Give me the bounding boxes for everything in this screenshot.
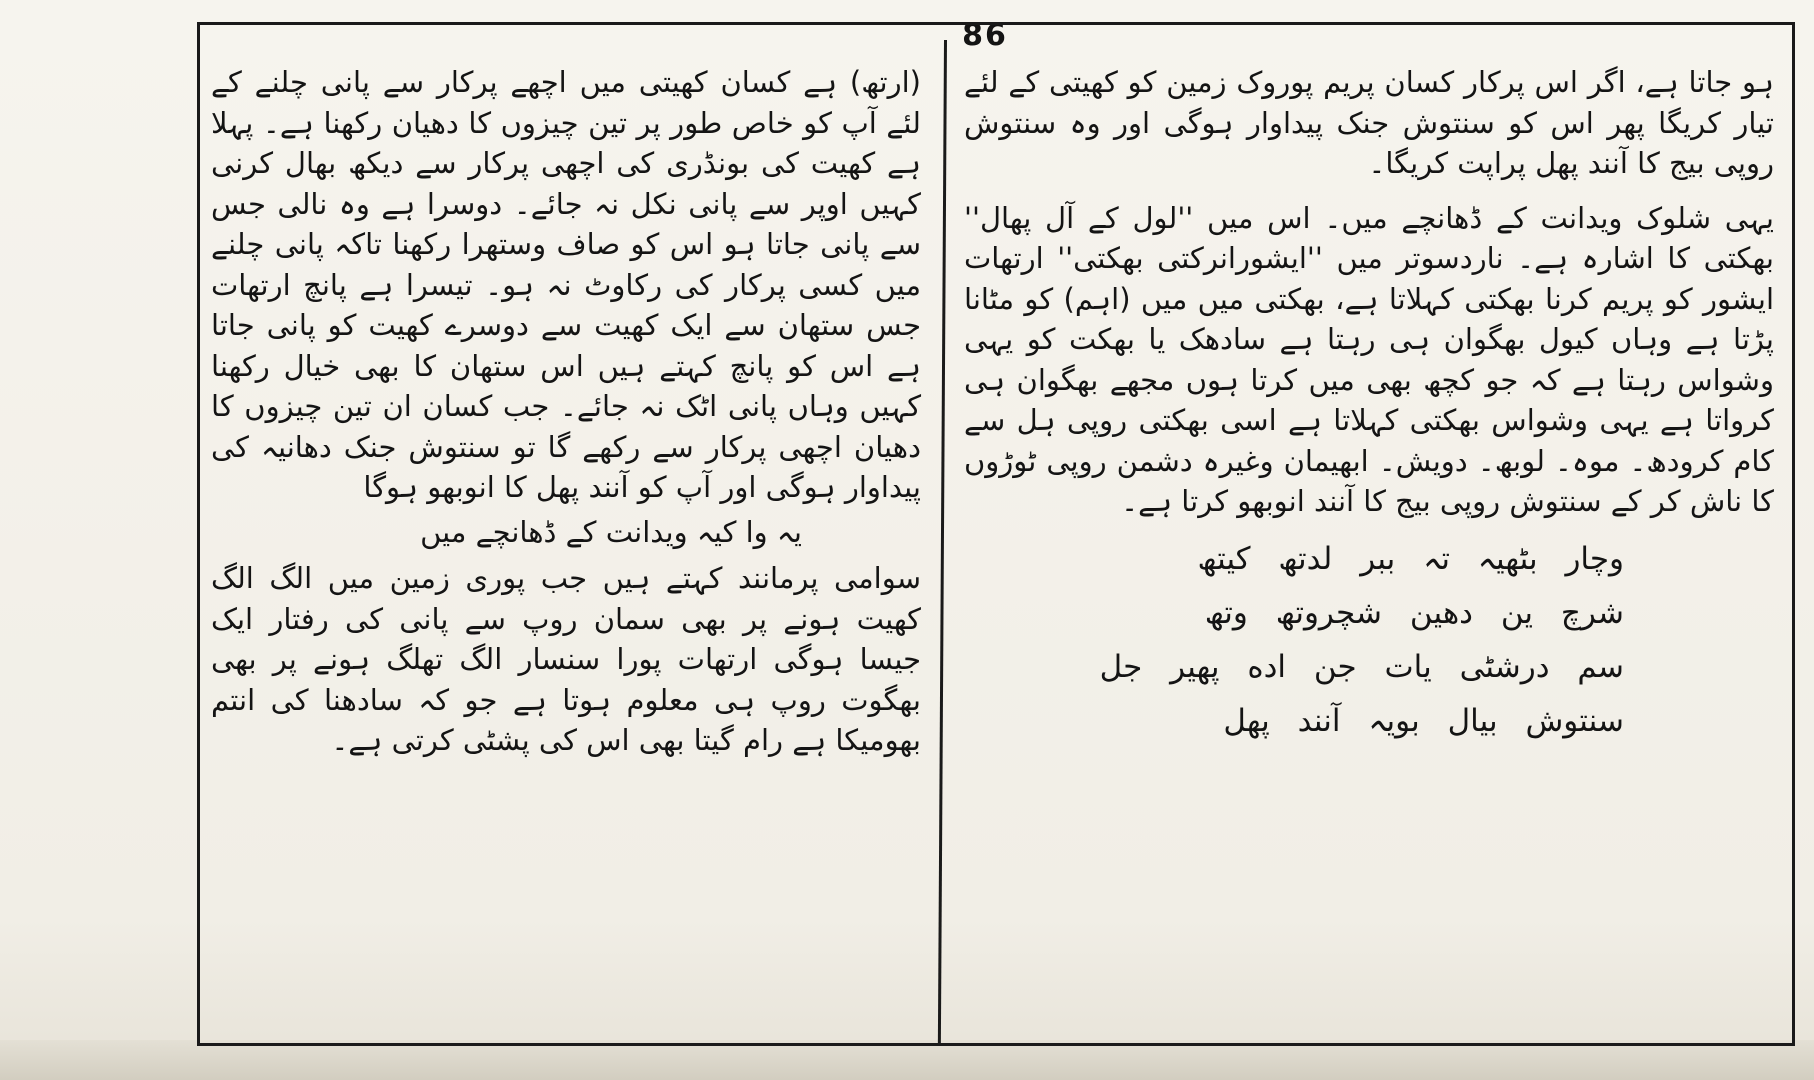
verse-line-2: شرچ ین دھین شچروتھ وتھ [1204, 594, 1624, 631]
right-paragraph-1: ہو جاتا ہے، اگر اس پرکار کسان پریم پوروک زمین کو کھیتی کے لئے تیار کریگا پھر اس کو سنتوش جنک پیداوار ہوگی اور وہ سنتوش روپی بیج کا آنند پھل پراپت کریگا۔ [964, 65, 1774, 180]
left-paragraph-2: سوامی پرمانند کہتے ہیں جب پوری زمین میں الگ الگ کھیت ہونے پر بھی سمان روپ سے پانی کی رفتار ایک جیسا ہوگی ارتھات پورا سنسار الگ تھلگ ہونے پر بھی بھگوت روپ ہی معلوم ہوتا ہے جو کہ سادھنا کی انتم بھومیکا ہے رام گیتا بھی اس کی پشٹی کرتی ہے۔ [211, 561, 921, 757]
left-heading: یہ وا کیہ ویدانت کے ڈھانچے میں [420, 514, 802, 549]
verse-line-1: وچار بٹھیہ تہ ببر لدتھ کیتھ [1197, 540, 1624, 577]
verse-block [964, 532, 1774, 748]
left-paragraph-1: (ارتھ) ہے کسان کھیتی میں اچھے پرکار سے پانی چلنے کے لئے آپ کو خاص طور پر تین چیزوں کا دھیان رکھنا ہے۔ پہلا ہے کھیت کی بونڈری کی اچھی پرکار سے دیکھ بھال کرنی کہیں اوپر سے پانی نکل نہ جائے۔ دوسرا ہے وہ نالی جس سے پانی جاتا ہو اس کو صاف وستھرا رکھنا تاکہ پانی چلنے میں کسی پرکار کی رکاوٹ نہ ہو۔ تیسرا ہے پانچ ارتھات جس ستھان سے ایک کھیت سے دوسرے کھیت کو پانی جاتا ہے اس کو پانچ کہتے ہیں اس ستھان کا بھی خیال رکھنا کہیں وہاں پانی اٹک نہ جائے۔ جب کسان ان تین چیزوں کا دھیان اچھی پرکار سے رکھے گا تو سنتوش جنک دھانیہ کی پیداوار ہوگی اور آپ کو آنند پھل کا انوبھو ہوگا [211, 65, 921, 504]
scan-bottom-edge [0, 1040, 1814, 1080]
left-column [205, 50, 927, 761]
right-paragraph-2: یہی شلوک ویدانت کے ڈھانچے میں۔ اس میں ''لول کے آل پھال'' بھکتی کا اشارہ ہے۔ ناردسوتر میں ''ایشورانرکتی بھکتی'' ارتھات ایشور کو پریم کرنا بھکتی کہلاتا ہے، بھکتی میں میں (اہم) کو مٹانا پڑتا ہے وہاں کیول بھگوان ہی رہتا ہے سادھک یا بھکت کو یہی وشواس رہتا ہے کہ جو کچھ بھی میں کرتا ہوں مجھے بھگوان ہی کرواتا ہے یہی وشواس بھکتی کہلاتا ہے اسی بھکتی روپی ہل سے کام کرودھ۔ موہ۔ لوبھ۔ دویش۔ ابھیمان وغیرہ دشمن روپی ٹوڑوں کا ناش کر کے سنتوش روپی بیج کا آنند انوبھو کرتا ہے۔ [964, 200, 1774, 518]
verse-line-3: سم درشٹی یات جن اده پھیر جل [1099, 648, 1624, 685]
verse-line-4: سنتوش بیال بویہ آنند پھل [1223, 702, 1624, 739]
right-column [958, 50, 1780, 748]
page-number: 86 [962, 18, 1008, 53]
